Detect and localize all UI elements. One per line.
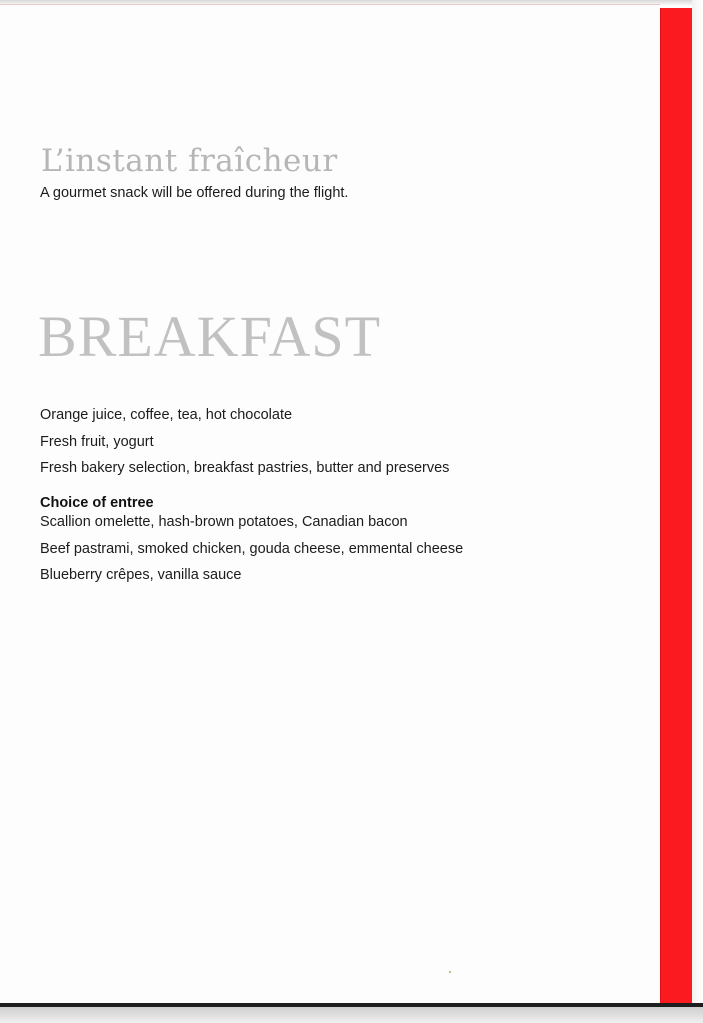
paper-speck [449, 971, 451, 973]
entree-heading: Choice of entree [40, 495, 154, 511]
entree-option: Blueberry crêpes, vanilla sauce [40, 567, 242, 583]
red-accent-band [660, 8, 693, 1004]
breakfast-items [40, 405, 640, 485]
menu-item: Orange juice, coffee, tea, hot chocolate [40, 407, 293, 423]
snack-description: A gourmet snack will be offered during the flight. [40, 185, 349, 201]
page-right-margin [692, 0, 703, 1023]
breakfast-title: BREAKFAST [38, 304, 382, 369]
page-bottom-shadow [0, 1007, 703, 1023]
menu-item: Fresh bakery selection, breakfast pastries, butter and preserves [40, 460, 450, 476]
entree-options [40, 512, 640, 592]
page-top-line [0, 4, 660, 5]
entree-option: Scallion omelette, hash-brown potatoes, Canadian bacon [40, 514, 408, 530]
menu-item: Fresh fruit, yogurt [40, 433, 154, 450]
page-top-edge [0, 0, 703, 6]
entree-option: Beef pastrami, smoked chicken, gouda cheese, emmental cheese [40, 540, 464, 557]
snack-section-title: L’instant fraîcheur [41, 143, 338, 179]
